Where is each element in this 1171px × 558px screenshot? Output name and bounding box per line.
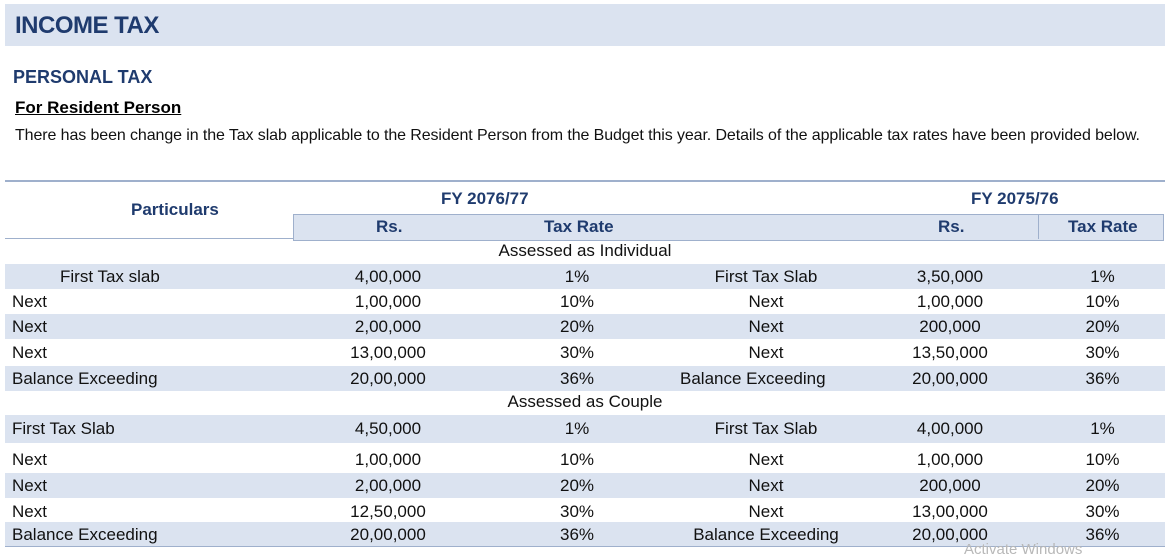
prev-particular-cell: Balance Exceeding bbox=[693, 525, 839, 544]
particulars-header: Particulars bbox=[131, 200, 219, 219]
section-heading: PERSONAL TAX bbox=[13, 67, 153, 87]
prev-rate-cell: 1% bbox=[1090, 419, 1115, 438]
page-title: INCOME TAX bbox=[15, 12, 159, 39]
rate-header-previous: Tax Rate bbox=[1068, 217, 1138, 236]
rs-cell: 2,00,000 bbox=[354, 476, 422, 495]
prev-rate-cell: 30% bbox=[1085, 502, 1120, 521]
particular-cell: Balance Exceeding bbox=[12, 369, 158, 388]
particular-cell: First Tax slab bbox=[60, 267, 160, 286]
prev-rate-cell: 10% bbox=[1085, 450, 1120, 469]
rs-cell: 20,00,000 bbox=[350, 369, 426, 388]
column-divider bbox=[1038, 214, 1039, 239]
rate-cell: 30% bbox=[559, 343, 595, 362]
table-row bbox=[5, 473, 1165, 498]
table-row bbox=[5, 264, 1165, 289]
prev-rs-cell: 3,50,000 bbox=[916, 267, 984, 286]
rate-cell: 20% bbox=[559, 317, 595, 336]
table-row bbox=[5, 447, 1165, 472]
rs-cell: 20,00,000 bbox=[350, 525, 426, 544]
prev-particular-cell: Next bbox=[748, 317, 784, 336]
rate-cell: 1% bbox=[564, 267, 590, 286]
rs-cell: 4,50,000 bbox=[354, 419, 422, 438]
rs-header-previous: Rs. bbox=[938, 217, 965, 236]
rate-cell: 10% bbox=[559, 450, 595, 469]
fy-current-header: FY 2076/77 bbox=[441, 189, 529, 208]
group-label-couple: Assessed as Couple bbox=[507, 392, 663, 411]
prev-rs-cell: 200,000 bbox=[919, 476, 981, 495]
particular-cell: Balance Exceeding bbox=[12, 525, 158, 544]
intro-paragraph: There has been change in the Tax slab applicable to the Resident Person from the Budget this year. Details of the applicable tax rates have been provided below. bbox=[15, 127, 1140, 144]
rate-cell: 20% bbox=[559, 476, 595, 495]
table-row bbox=[5, 366, 1165, 391]
rate-cell: 36% bbox=[559, 525, 595, 544]
subsection-heading: For Resident Person bbox=[15, 98, 182, 117]
prev-rate-cell: 36% bbox=[1085, 525, 1120, 544]
rs-cell: 1,00,000 bbox=[354, 292, 422, 311]
prev-rate-cell: 36% bbox=[1085, 369, 1120, 388]
rs-cell: 12,50,000 bbox=[350, 502, 426, 521]
particular-cell: First Tax Slab bbox=[12, 419, 115, 438]
table-row bbox=[5, 340, 1165, 365]
prev-rs-cell: 1,00,000 bbox=[916, 450, 984, 469]
prev-particular-cell: First Tax Slab bbox=[714, 419, 818, 438]
prev-rs-cell: 20,00,000 bbox=[912, 369, 988, 388]
prev-rate-cell: 1% bbox=[1090, 267, 1115, 286]
rs-cell: 1,00,000 bbox=[354, 450, 422, 469]
rs-cell: 13,00,000 bbox=[350, 343, 426, 362]
prev-particular-cell: Next bbox=[748, 450, 784, 469]
table-row bbox=[5, 499, 1165, 524]
particular-cell: Next bbox=[12, 292, 47, 311]
prev-particular-cell: Next bbox=[748, 292, 784, 311]
particular-cell: Next bbox=[12, 476, 47, 495]
prev-rate-cell: 20% bbox=[1085, 317, 1120, 336]
rate-cell: 1% bbox=[564, 419, 590, 438]
prev-rs-cell: 20,00,000 bbox=[912, 525, 988, 544]
prev-particular-cell: First Tax Slab bbox=[714, 267, 818, 286]
prev-particular-cell: Next bbox=[748, 476, 784, 495]
fy-previous-header: FY 2075/76 bbox=[971, 189, 1059, 208]
particular-cell: Next bbox=[12, 502, 47, 521]
particulars-underline bbox=[5, 238, 293, 239]
prev-rs-cell: 200,000 bbox=[919, 317, 981, 336]
rate-cell: 36% bbox=[559, 369, 595, 388]
table-row bbox=[5, 289, 1165, 314]
activation-watermark: Activate Windows bbox=[964, 541, 1083, 558]
table-row bbox=[5, 415, 1165, 443]
table-row bbox=[5, 314, 1165, 339]
prev-rs-cell: 1,00,000 bbox=[916, 292, 984, 311]
prev-rs-cell: 13,00,000 bbox=[912, 502, 988, 521]
particular-cell: Next bbox=[12, 343, 47, 362]
prev-rate-cell: 10% bbox=[1085, 292, 1120, 311]
rate-header-current: Tax Rate bbox=[544, 217, 614, 236]
fy-current-subheader-band bbox=[293, 214, 673, 241]
rs-cell: 2,00,000 bbox=[354, 317, 422, 336]
rs-header-current: Rs. bbox=[376, 217, 403, 236]
table-top-rule bbox=[5, 180, 1165, 182]
particular-cell: Next bbox=[12, 317, 47, 336]
prev-particular-cell: Next bbox=[748, 502, 784, 521]
title-bar bbox=[5, 4, 1165, 46]
prev-particular-cell: Balance Exceeding bbox=[680, 369, 826, 388]
rate-cell: 10% bbox=[559, 292, 595, 311]
rate-cell: 30% bbox=[559, 502, 595, 521]
prev-rate-cell: 20% bbox=[1085, 476, 1120, 495]
prev-rate-cell: 30% bbox=[1085, 343, 1120, 362]
prev-particular-cell: Next bbox=[748, 343, 784, 362]
group-label-individual: Assessed as Individual bbox=[498, 241, 672, 260]
prev-rs-cell: 13,50,000 bbox=[912, 343, 988, 362]
particular-cell: Next bbox=[12, 450, 47, 469]
prev-rs-cell: 4,00,000 bbox=[916, 419, 984, 438]
rs-cell: 4,00,000 bbox=[354, 267, 422, 286]
